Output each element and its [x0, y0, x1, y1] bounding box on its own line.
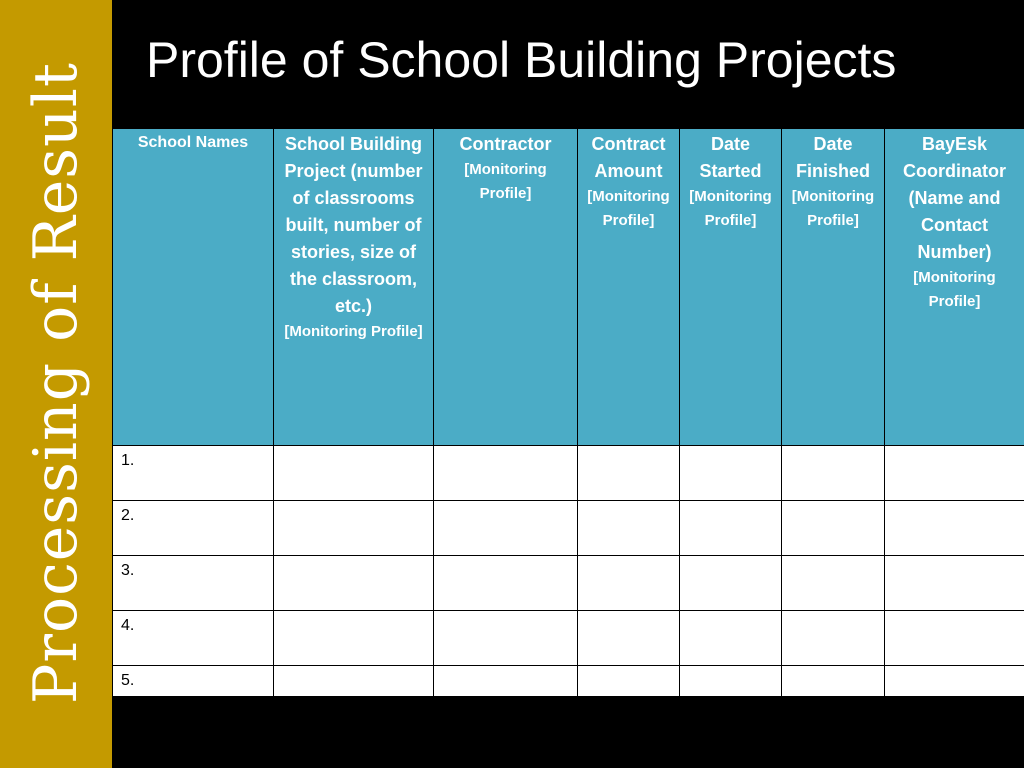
table-cell [274, 611, 434, 666]
header-school-names [113, 129, 274, 446]
header-label: BayEsk Coordinator (Name and Contact Number) [903, 134, 1006, 262]
bottom-band [112, 696, 1024, 768]
row-number-cell: 5. [113, 666, 274, 721]
table-cell [274, 501, 434, 556]
table-row [113, 611, 1024, 666]
header-label: Contract Amount [591, 134, 666, 181]
section-title-vertical: Processing of Result [21, 61, 91, 705]
table-cell [782, 446, 885, 501]
table-cell [782, 611, 885, 666]
table-cell [885, 501, 1024, 556]
table-cell [578, 501, 680, 556]
header-contract-amount [578, 129, 680, 446]
header-date-started [680, 129, 782, 446]
table-cell [578, 446, 680, 501]
table-row [113, 501, 1024, 556]
table-cell [434, 556, 578, 611]
header-sublabel: [Monitoring Profile] [791, 188, 875, 229]
table-row [113, 556, 1024, 611]
table-row [113, 446, 1024, 501]
header-sublabel: [Monitoring Profile] [587, 188, 670, 229]
table-cell [434, 501, 578, 556]
table-cell [274, 556, 434, 611]
row-number-cell: 3. [113, 556, 274, 611]
header-label: Date Started [699, 134, 762, 181]
table-cell [578, 611, 680, 666]
table-cell [434, 446, 578, 501]
table-cell [782, 501, 885, 556]
table-header-row [113, 129, 1024, 446]
table-cell [434, 611, 578, 666]
table-cell [885, 446, 1024, 501]
table-cell [782, 556, 885, 611]
table-cell [680, 501, 782, 556]
header-sublabel: [Monitoring Profile] [284, 323, 423, 340]
table-cell [680, 611, 782, 666]
header-bayesk-coordinator [885, 129, 1024, 446]
header-label: Date Finished [795, 134, 870, 181]
header-label: School Building Project (number of classrooms built, number of stories, size of the classroom, etc.) [284, 134, 423, 316]
project-profile-table [112, 128, 1024, 721]
table-cell [885, 556, 1024, 611]
table-cell [680, 446, 782, 501]
row-number-cell: 1. [113, 446, 274, 501]
row-number-cell: 4. [113, 611, 274, 666]
header-label: Contractor [459, 134, 552, 154]
header-contractor [434, 129, 578, 446]
row-number-cell: 2. [113, 501, 274, 556]
header-label: School Names [137, 134, 249, 151]
table-cell [274, 446, 434, 501]
header-sublabel: [Monitoring Profile] [913, 269, 996, 310]
slide-title: Profile of School Building Projects [146, 32, 897, 88]
table-cell [680, 556, 782, 611]
header-school-building-project [274, 129, 434, 446]
table-cell [885, 611, 1024, 666]
side-band [0, 0, 112, 768]
header-date-finished [782, 129, 885, 446]
table-cell [578, 556, 680, 611]
header-sublabel: [Monitoring Profile] [464, 161, 547, 202]
header-sublabel: [Monitoring Profile] [689, 188, 772, 229]
